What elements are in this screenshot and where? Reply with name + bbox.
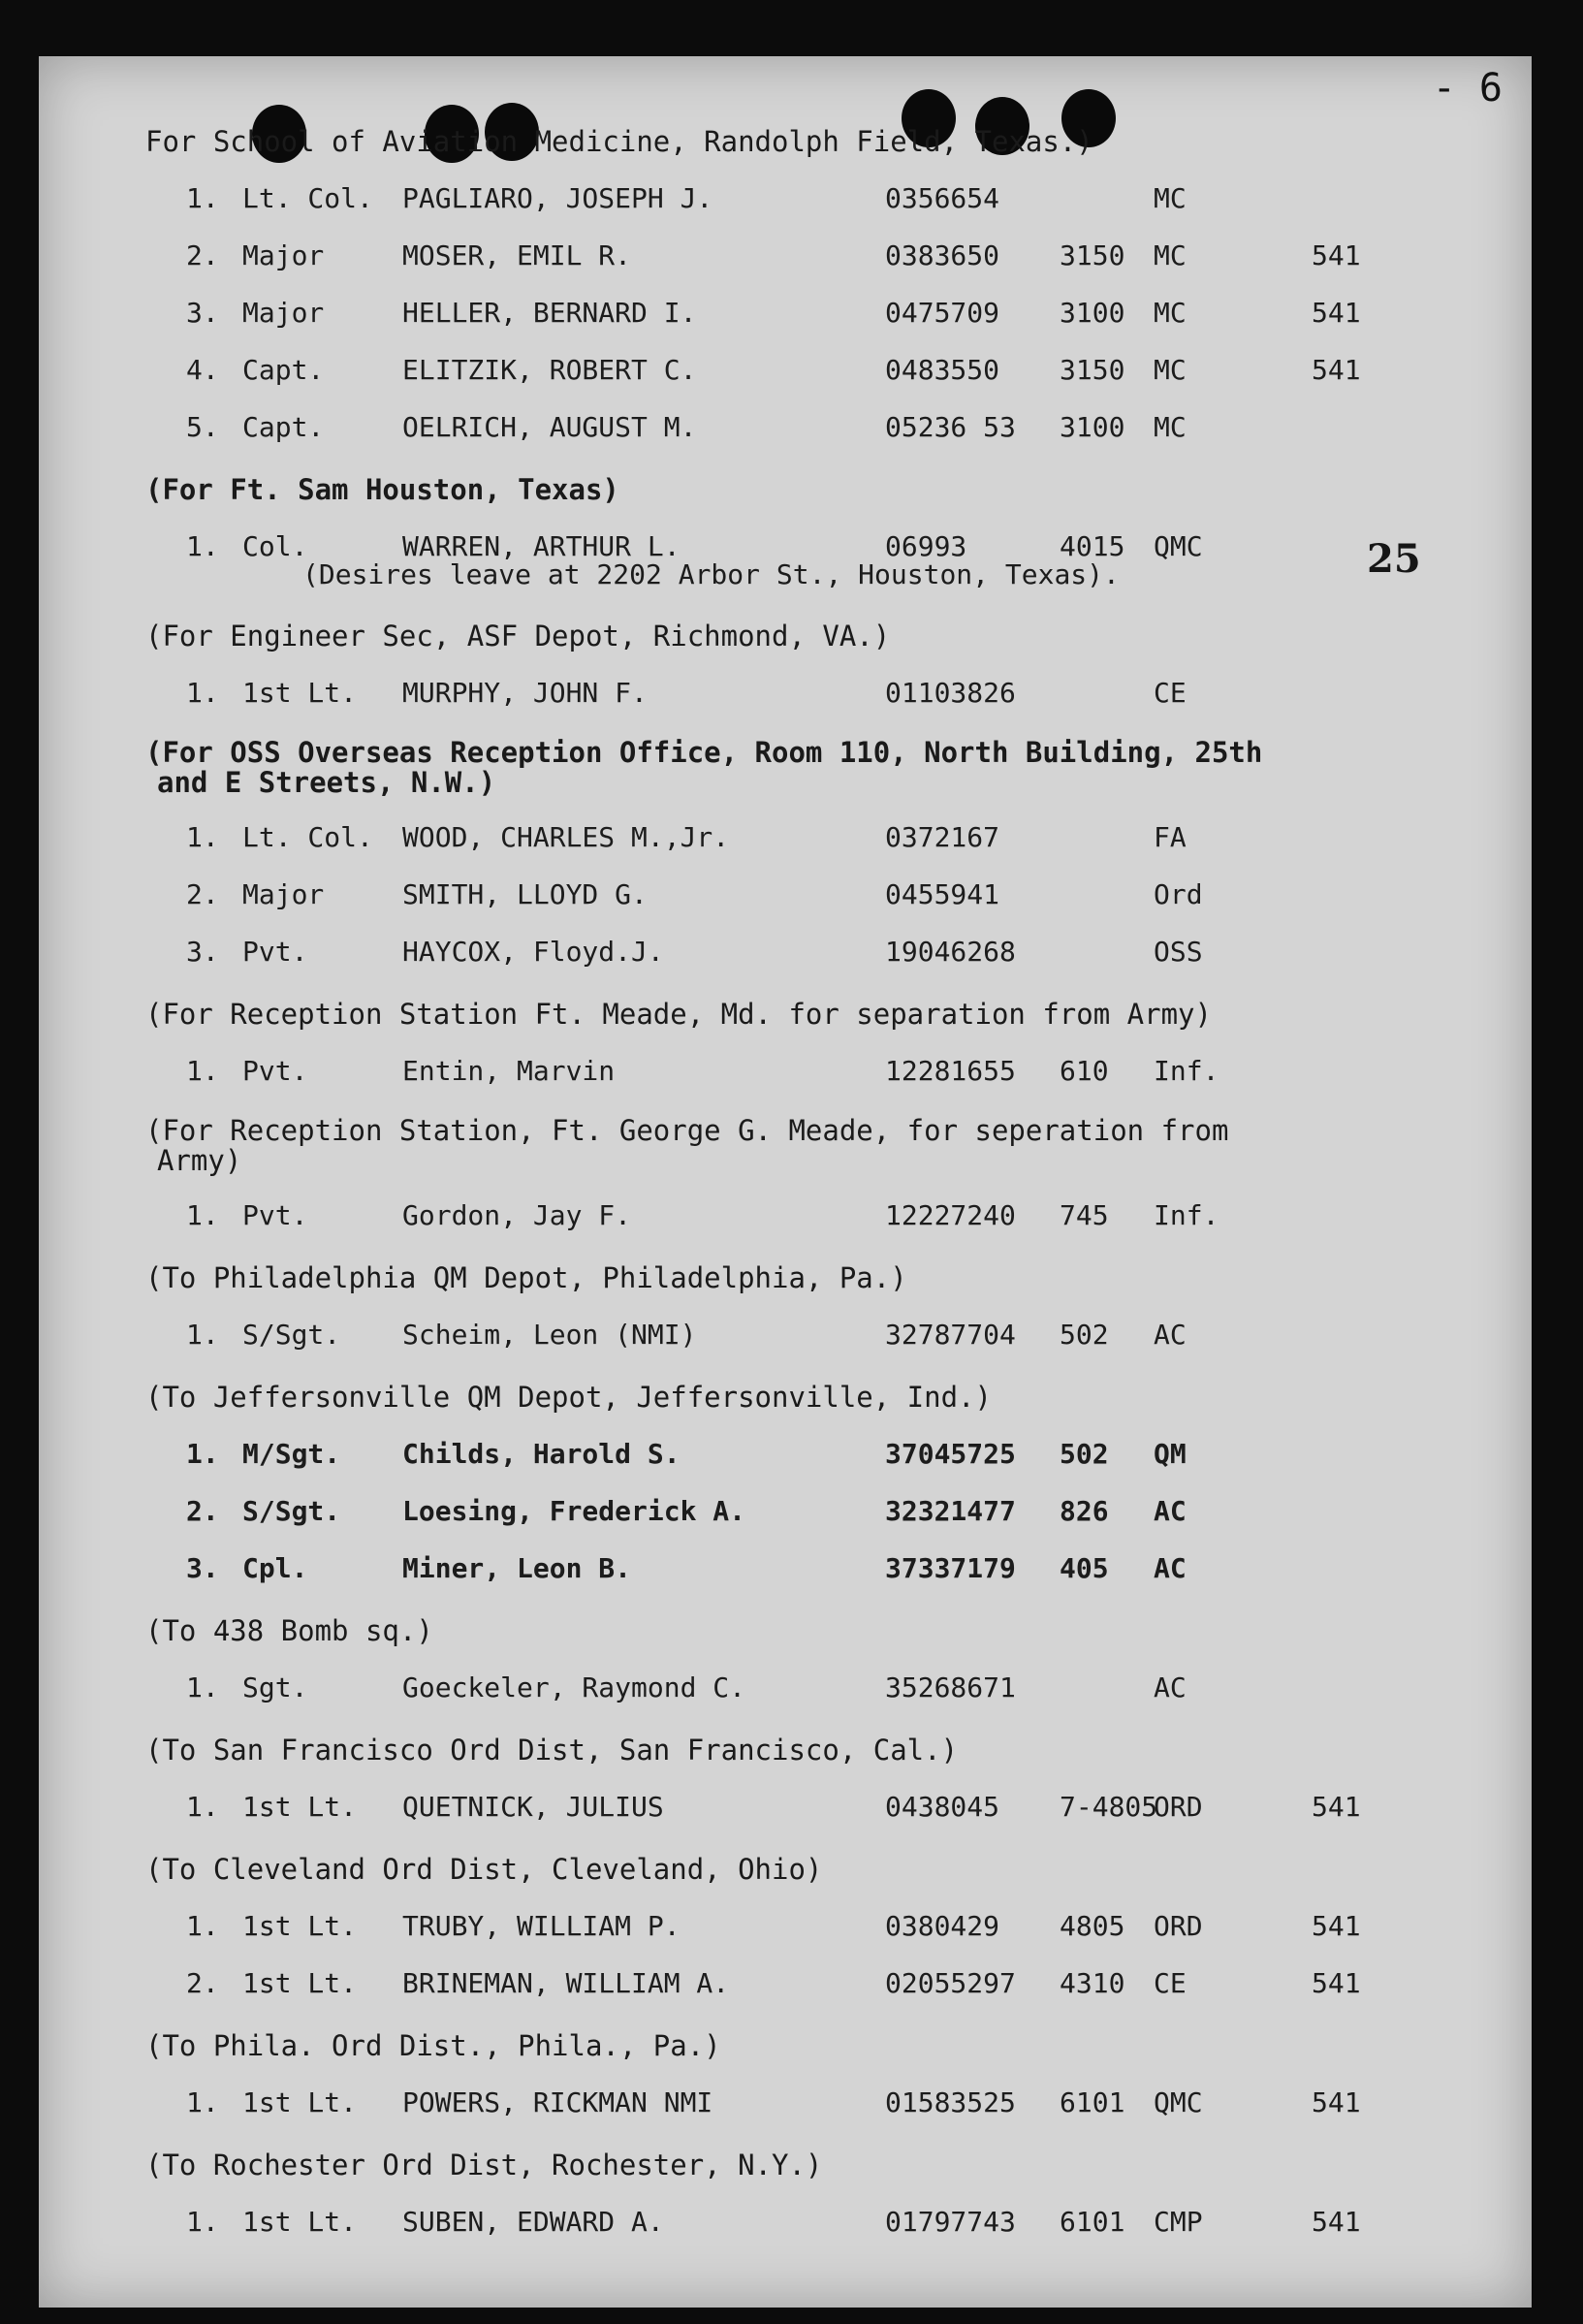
person-name: Goeckeler, Raymond C.: [402, 1671, 746, 1703]
rank: Sgt.: [242, 1671, 308, 1703]
person-name: Miner, Leon B.: [402, 1552, 632, 1584]
serial-number: 32321477: [885, 1495, 1016, 1527]
group-header: (To San Francisco Ord Dist, San Francisco, Cal.): [145, 1734, 959, 1767]
person-name: HAYCOX, Floyd.J.: [402, 936, 664, 968]
serial-number: 0383650: [885, 239, 1000, 271]
serial-number: 37337179: [885, 1552, 1016, 1584]
branch: CE: [1154, 1967, 1187, 1999]
group-header: (To Jeffersonville QM Depot, Jeffersonville, Ind.): [145, 1381, 992, 1414]
branch: MC: [1154, 239, 1187, 271]
item-number: 5.: [186, 411, 219, 443]
group-header: (To Phila. Ord Dist., Phila., Pa.): [145, 2029, 721, 2062]
rank: 1st Lt.: [242, 2206, 358, 2238]
table-row: [145, 1198, 1425, 1233]
table-row: [145, 1671, 1425, 1705]
item-number: 1.: [186, 1319, 219, 1351]
group-header: [145, 1116, 1425, 1176]
item-number: 1.: [186, 1671, 219, 1703]
serial-number: 0438045: [885, 1791, 1000, 1823]
item-number: 1.: [186, 2206, 219, 2238]
rank: Lt. Col.: [242, 182, 373, 214]
rank: Major: [242, 239, 325, 271]
table-row: [145, 1909, 1425, 1944]
code: 502: [1060, 1438, 1109, 1470]
serial-number: 32787704: [885, 1319, 1016, 1351]
extra-code: 541: [1312, 2206, 1361, 2238]
assignment-group: [145, 1613, 1425, 1705]
person-name: Loesing, Frederick A.: [402, 1495, 746, 1527]
assignment-group: [145, 997, 1425, 1089]
assignment-group: [145, 1260, 1425, 1353]
branch: AC: [1154, 1671, 1187, 1703]
table-row: [145, 1318, 1425, 1353]
rank: Major: [242, 297, 325, 329]
group-header-continuation: and E Streets, N.W.): [157, 766, 496, 799]
item-number: 1.: [186, 1199, 219, 1231]
branch: MC: [1154, 182, 1187, 214]
table-row: [145, 2205, 1425, 2240]
group-header: (For Reception Station Ft. Meade, Md. for separation from Army): [145, 998, 1212, 1031]
person-name: Scheim, Leon (NMI): [402, 1319, 697, 1351]
code: 6101: [1060, 2206, 1125, 2238]
item-number: 1.: [186, 182, 219, 214]
extra-code: 541: [1312, 354, 1361, 386]
item-number: 3.: [186, 1552, 219, 1584]
table-row: [145, 1966, 1425, 2001]
person-name: MOSER, EMIL R.: [402, 239, 632, 271]
item-number: 4.: [186, 354, 219, 386]
table-row: [145, 2085, 1425, 2120]
assignment-group: [145, 619, 1425, 711]
table-row: [145, 1790, 1425, 1825]
item-number: 3.: [186, 297, 219, 329]
serial-number: 02055297: [885, 1967, 1016, 1999]
person-name: PAGLIARO, JOSEPH J.: [402, 182, 713, 214]
extra-code: 541: [1312, 1967, 1361, 1999]
code: 3150: [1060, 239, 1125, 271]
leave-note: (Desires leave at 2202 Arbor St., Houston, Texas).: [302, 558, 1120, 590]
person-name: BRINEMAN, WILLIAM A.: [402, 1967, 730, 1999]
rank: Pvt.: [242, 1199, 308, 1231]
corner-mark: - 6: [1432, 66, 1503, 111]
item-number: 1.: [186, 2086, 219, 2118]
item-number: 2.: [186, 239, 219, 271]
code: 7-4805: [1060, 1791, 1158, 1823]
table-row: [145, 1437, 1425, 1472]
extra-code: 541: [1312, 2086, 1361, 2118]
rank: 1st Lt.: [242, 1791, 358, 1823]
assignment-group: [145, 1380, 1425, 1586]
item-number: 1.: [186, 1791, 219, 1823]
item-number: 1.: [186, 677, 219, 709]
extra-code: 541: [1312, 297, 1361, 329]
item-number: 1.: [186, 821, 219, 853]
serial-number: 35268671: [885, 1671, 1016, 1703]
assignment-group: [145, 2028, 1425, 2120]
group-header-continuation: Army): [157, 1144, 242, 1177]
serial-number: 0475709: [885, 297, 1000, 329]
group-header: (For Engineer Sec, ASF Depot, Richmond, VA.): [145, 620, 891, 653]
extra-code: 541: [1312, 239, 1361, 271]
item-number: 2.: [186, 1495, 219, 1527]
serial-number: 05236 53: [885, 411, 1016, 443]
code: 3100: [1060, 297, 1125, 329]
code: 4805: [1060, 1910, 1125, 1942]
rank: 1st Lt.: [242, 677, 358, 709]
group-header: (To Rochester Ord Dist, Rochester, N.Y.): [145, 2149, 823, 2181]
serial-number: 01583525: [885, 2086, 1016, 2118]
group-header: For School of Aviation Medicine, Randolph Field, Texas.): [145, 125, 1093, 158]
group-header-line: (For Reception Station, Ft. George G. Meade, for seperation from: [145, 1114, 1229, 1147]
branch: MC: [1154, 297, 1187, 329]
serial-number: 01103826: [885, 677, 1016, 709]
item-number: 1.: [186, 1438, 219, 1470]
person-name: HELLER, BERNARD I.: [402, 297, 697, 329]
code: 405: [1060, 1552, 1109, 1584]
item-number: 2.: [186, 878, 219, 910]
branch: FA: [1154, 821, 1187, 853]
rank: 1st Lt.: [242, 1967, 358, 1999]
branch: Ord: [1154, 878, 1203, 910]
branch: ORD: [1154, 1791, 1203, 1823]
item-number: 3.: [186, 936, 219, 968]
serial-number: 12281655: [885, 1055, 1016, 1087]
rank: Capt.: [242, 411, 325, 443]
branch: MC: [1154, 354, 1187, 386]
code: 3150: [1060, 354, 1125, 386]
rank: Capt.: [242, 354, 325, 386]
assignment-group: [145, 124, 1425, 445]
person-name: QUETNICK, JULIUS: [402, 1791, 664, 1823]
person-name: Childs, Harold S.: [402, 1438, 681, 1470]
rank: Major: [242, 878, 325, 910]
table-row: [145, 935, 1425, 970]
branch: OSS: [1154, 936, 1203, 968]
group-header: (To Philadelphia QM Depot, Philadelphia, Pa.): [145, 1261, 907, 1294]
code: 826: [1060, 1495, 1109, 1527]
person-name: OELRICH, AUGUST M.: [402, 411, 697, 443]
branch: AC: [1154, 1552, 1187, 1584]
branch: QM: [1154, 1438, 1187, 1470]
person-name: POWERS, RICKMAN NMI: [402, 2086, 713, 2118]
serial-number: 0483550: [885, 354, 1000, 386]
person-name: ELITZIK, ROBERT C.: [402, 354, 697, 386]
assignment-group: [145, 1852, 1425, 2001]
extra-code: 541: [1312, 1910, 1361, 1942]
code: 6101: [1060, 2086, 1125, 2118]
rank: 1st Lt.: [242, 2086, 358, 2118]
item-number: 2.: [186, 1967, 219, 1999]
assignment-group: [145, 1733, 1425, 1825]
code: 745: [1060, 1199, 1109, 1231]
rank: S/Sgt.: [242, 1319, 341, 1351]
branch: AC: [1154, 1319, 1187, 1351]
extra-code: 541: [1312, 1791, 1361, 1823]
table-row: [145, 877, 1425, 912]
serial-number: 37045725: [885, 1438, 1016, 1470]
person-name: MURPHY, JOHN F.: [402, 677, 648, 709]
rank: S/Sgt.: [242, 1495, 341, 1527]
person-name: WARREN, ARTHUR L.: [402, 530, 681, 562]
branch: CE: [1154, 677, 1187, 709]
branch: Inf.: [1154, 1055, 1219, 1087]
table-row: [145, 1494, 1425, 1529]
code: 4015: [1060, 530, 1125, 562]
rank: Pvt.: [242, 1055, 308, 1087]
code: 3100: [1060, 411, 1125, 443]
item-number: 1.: [186, 530, 219, 562]
table-row: [145, 181, 1425, 216]
serial-number: 06993: [885, 530, 967, 562]
page-number: 25: [1367, 536, 1421, 582]
group-header: (To Cleveland Ord Dist, Cleveland, Ohio): [145, 1853, 823, 1886]
code: 502: [1060, 1319, 1109, 1351]
rank: Lt. Col.: [242, 821, 373, 853]
person-name: Entin, Marvin: [402, 1055, 616, 1087]
branch: QMC: [1154, 530, 1203, 562]
rank: Pvt.: [242, 936, 308, 968]
branch: CMP: [1154, 2206, 1203, 2238]
item-number: 1.: [186, 1910, 219, 1942]
assignment-group: [145, 1116, 1425, 1233]
rank: M/Sgt.: [242, 1438, 341, 1470]
code: 4310: [1060, 1967, 1125, 1999]
rank: Col.: [242, 530, 308, 562]
table-row: [145, 410, 1425, 445]
table-row: [145, 1054, 1425, 1089]
person-name: TRUBY, WILLIAM P.: [402, 1910, 681, 1942]
serial-number: 19046268: [885, 936, 1016, 968]
person-name: SMITH, LLOYD G.: [402, 878, 648, 910]
rank: Cpl.: [242, 1552, 308, 1584]
table-row: [145, 239, 1425, 273]
assignment-group: [145, 738, 1425, 970]
group-header-line: (For OSS Overseas Reception Office, Room 110, North Building, 25th: [145, 736, 1263, 769]
group-header: (For Ft. Sam Houston, Texas): [145, 473, 619, 506]
group-header: [145, 738, 1425, 798]
serial-number: 0380429: [885, 1910, 1000, 1942]
table-row: [145, 1551, 1425, 1586]
roster: [145, 97, 1425, 2240]
serial-number: 0356654: [885, 182, 1000, 214]
branch: Inf.: [1154, 1199, 1219, 1231]
code: 610: [1060, 1055, 1109, 1087]
table-row: [145, 676, 1425, 711]
table-row: [145, 820, 1425, 855]
rank: 1st Lt.: [242, 1910, 358, 1942]
person-name: WOOD, CHARLES M.,Jr.: [402, 821, 730, 853]
group-header: (To 438 Bomb sq.): [145, 1614, 433, 1647]
assignment-group: [145, 472, 1425, 591]
table-row: [145, 529, 1425, 564]
serial-number: 12227240: [885, 1199, 1016, 1231]
person-name: SUBEN, EDWARD A.: [402, 2206, 664, 2238]
person-name: Gordon, Jay F.: [402, 1199, 632, 1231]
branch: ORD: [1154, 1910, 1203, 1942]
serial-number: 01797743: [885, 2206, 1016, 2238]
serial-number: 0372167: [885, 821, 1000, 853]
table-row: [145, 353, 1425, 388]
table-row: [145, 296, 1425, 331]
branch: MC: [1154, 411, 1187, 443]
branch: AC: [1154, 1495, 1187, 1527]
assignment-group: [145, 2148, 1425, 2240]
serial-number: 0455941: [885, 878, 1000, 910]
item-number: 1.: [186, 1055, 219, 1087]
branch: QMC: [1154, 2086, 1203, 2118]
